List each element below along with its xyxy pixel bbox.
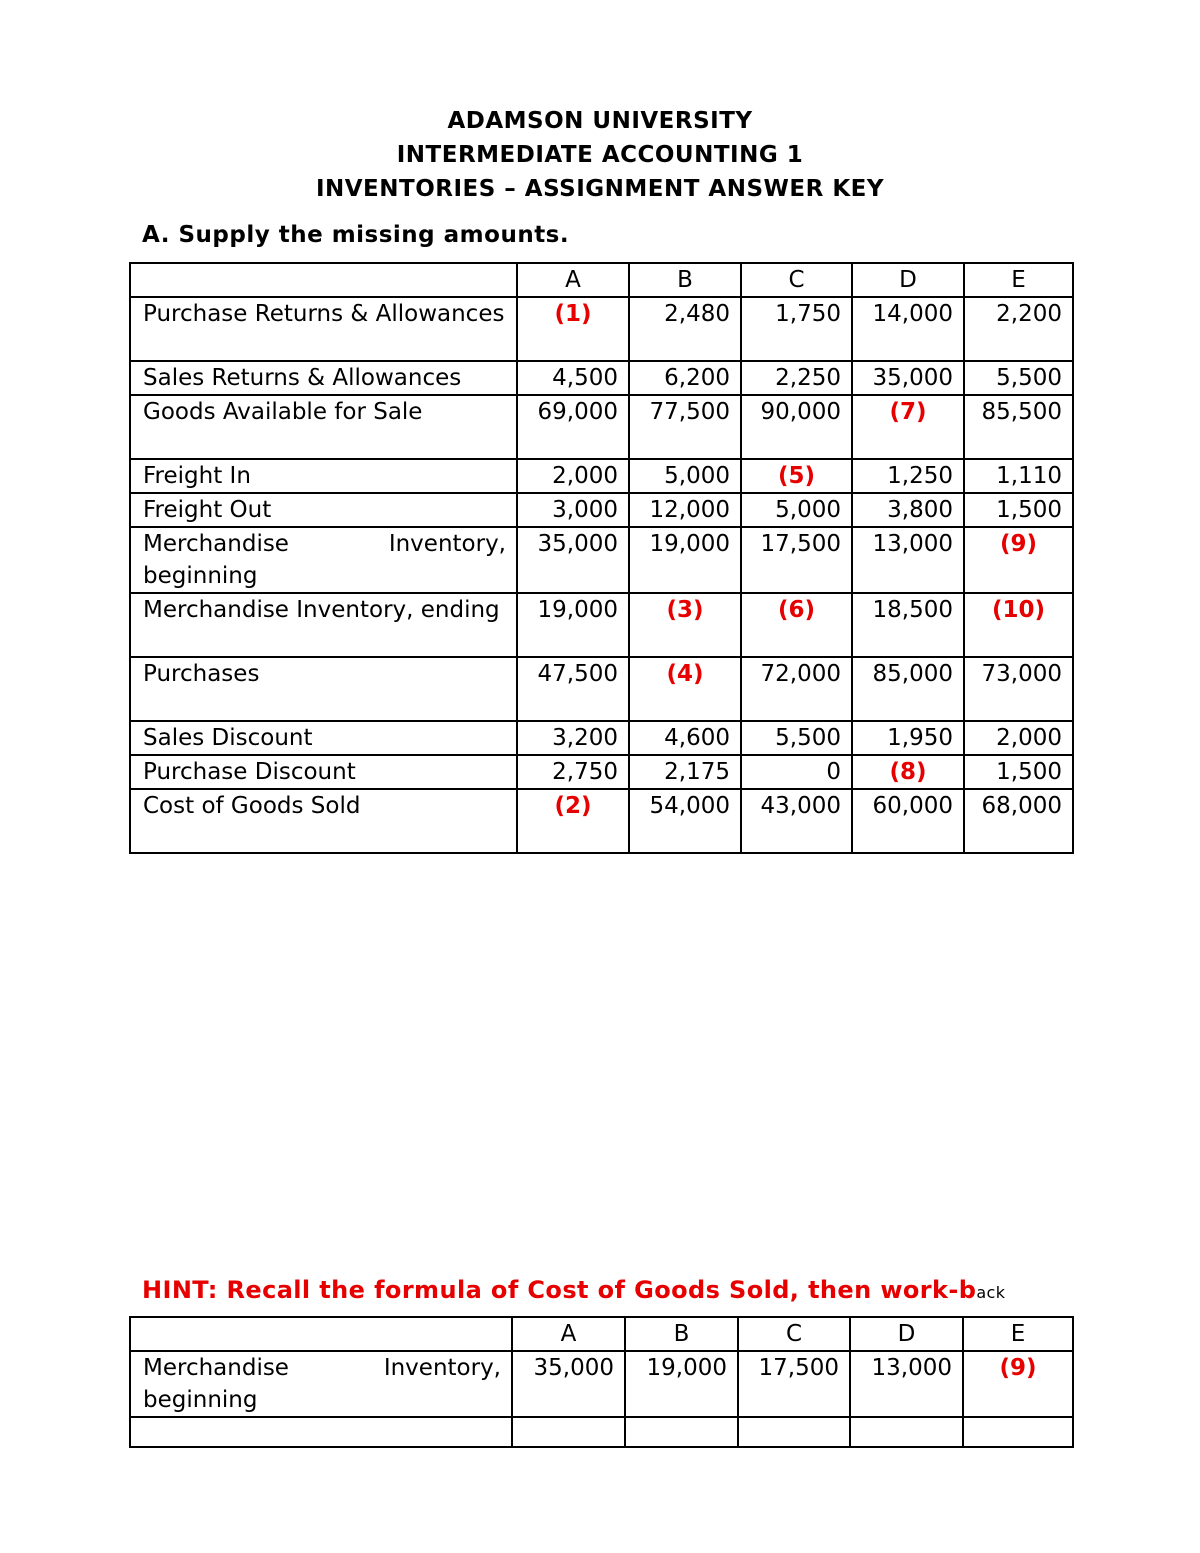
amount-cell: 68,000 [964, 789, 1073, 853]
amount-cell: 2,000 [517, 459, 629, 493]
column-header-b: B [629, 263, 741, 297]
amount-cell: 35,000 [512, 1351, 625, 1417]
table-row [130, 527, 1073, 593]
amount-cell: 18,500 [852, 593, 964, 657]
answer-placeholder-cell: (9) [963, 1351, 1073, 1417]
amount-cell: 2,750 [517, 755, 629, 789]
amount-cell: 43,000 [741, 789, 852, 853]
row-label: Merchandise Inventory, beginning [130, 1351, 512, 1417]
course-title: INTERMEDIATE ACCOUNTING 1 [396, 142, 804, 168]
row-label: Sales Discount [130, 721, 517, 755]
table-row [130, 361, 1073, 395]
column-header-e: E [963, 1317, 1073, 1351]
amount-cell: 2,175 [629, 755, 741, 789]
amount-cell: 77,500 [629, 395, 741, 459]
row-label: Goods Available for Sale [130, 395, 517, 459]
table-row [130, 593, 1073, 657]
header-row [130, 1317, 1073, 1351]
amount-cell: 13,000 [850, 1351, 963, 1417]
answer-placeholder-cell: (6) [741, 593, 852, 657]
amount-cell: 14,000 [852, 297, 964, 361]
table-row [130, 493, 1073, 527]
blank-cell [512, 1417, 625, 1447]
answer-placeholder-cell: (8) [852, 755, 964, 789]
amount-cell: 6,200 [629, 361, 741, 395]
worksheet-table [129, 1316, 1074, 1448]
blank-cell [130, 1417, 512, 1447]
hint-tail: ack [976, 1283, 1006, 1302]
column-header-e: E [964, 263, 1073, 297]
blank-cell [850, 1417, 963, 1447]
row-label: Cost of Goods Sold [130, 789, 517, 853]
column-header-d: D [852, 263, 964, 297]
answer-placeholder-cell: (7) [852, 395, 964, 459]
header-row [130, 263, 1073, 297]
amount-cell: 85,000 [852, 657, 964, 721]
answer-placeholder-cell: (10) [964, 593, 1073, 657]
header-blank-cell [130, 1317, 512, 1351]
amount-cell: 17,500 [738, 1351, 850, 1417]
amount-cell: 19,000 [629, 527, 741, 593]
amount-cell: 0 [741, 755, 852, 789]
blank-cell [625, 1417, 738, 1447]
column-header-b: B [625, 1317, 738, 1351]
row-label: Sales Returns & Allowances [130, 361, 517, 395]
amount-cell: 85,500 [964, 395, 1073, 459]
row-label: Merchandise Inventory, beginning [130, 527, 517, 593]
table-row [130, 721, 1073, 755]
amount-cell: 1,250 [852, 459, 964, 493]
table-row [130, 459, 1073, 493]
amount-cell: 60,000 [852, 789, 964, 853]
answer-placeholder-cell: (5) [741, 459, 852, 493]
amount-cell: 5,500 [741, 721, 852, 755]
amount-cell: 54,000 [629, 789, 741, 853]
answer-placeholder-cell: (3) [629, 593, 741, 657]
column-header-c: C [741, 263, 852, 297]
answer-placeholder-cell: (1) [517, 297, 629, 361]
amount-cell: 73,000 [964, 657, 1073, 721]
header-blank-cell [130, 263, 517, 297]
answer-placeholder-cell: (4) [629, 657, 741, 721]
answer-placeholder-cell: (9) [964, 527, 1073, 593]
amount-cell: 3,800 [852, 493, 964, 527]
assignment-title: INVENTORIES – ASSIGNMENT ANSWER KEY [315, 176, 885, 202]
amount-cell: 35,000 [852, 361, 964, 395]
table-row [130, 755, 1073, 789]
amount-cell: 2,000 [964, 721, 1073, 755]
amount-cell: 4,500 [517, 361, 629, 395]
amount-cell: 19,000 [625, 1351, 738, 1417]
answer-placeholder-cell: (2) [517, 789, 629, 853]
amount-cell: 2,480 [629, 297, 741, 361]
amount-cell: 5,000 [629, 459, 741, 493]
amount-cell: 2,250 [741, 361, 852, 395]
blank-cell [738, 1417, 850, 1447]
amount-cell: 19,000 [517, 593, 629, 657]
missing-amounts-table [129, 262, 1074, 854]
university-title: ADAMSON UNIVERSITY [447, 108, 753, 134]
amount-cell: 69,000 [517, 395, 629, 459]
table-row [130, 789, 1073, 853]
amount-cell: 1,500 [964, 755, 1073, 789]
amount-cell: 2,200 [964, 297, 1073, 361]
amount-cell: 4,600 [629, 721, 741, 755]
amount-cell: 5,500 [964, 361, 1073, 395]
amount-cell: 90,000 [741, 395, 852, 459]
amount-cell: 47,500 [517, 657, 629, 721]
amount-cell: 1,500 [964, 493, 1073, 527]
table-row [130, 297, 1073, 361]
amount-cell: 35,000 [517, 527, 629, 593]
section-a-heading: A. Supply the missing amounts. [142, 222, 570, 248]
table-row [130, 657, 1073, 721]
amount-cell: 1,950 [852, 721, 964, 755]
amount-cell: 1,750 [741, 297, 852, 361]
row-label: Purchase Discount [130, 755, 517, 789]
blank-cell [963, 1417, 1073, 1447]
table-row [130, 395, 1073, 459]
amount-cell: 13,000 [852, 527, 964, 593]
row-label: Freight In [130, 459, 517, 493]
blank-row [130, 1417, 1073, 1447]
column-header-a: A [512, 1317, 625, 1351]
amount-cell: 5,000 [741, 493, 852, 527]
table-row [130, 1351, 1073, 1417]
amount-cell: 3,200 [517, 721, 629, 755]
amount-cell: 17,500 [741, 527, 852, 593]
amount-cell: 72,000 [741, 657, 852, 721]
hint-main: HINT: Recall the formula of Cost of Goods Sold, then work-b [142, 1276, 977, 1304]
row-label: Purchase Returns & Allowances [130, 297, 517, 361]
row-label: Freight Out [130, 493, 517, 527]
column-header-a: A [517, 263, 629, 297]
amount-cell: 3,000 [517, 493, 629, 527]
row-label: Merchandise Inventory, ending [130, 593, 517, 657]
amount-cell: 1,110 [964, 459, 1073, 493]
hint-text [142, 1276, 1005, 1304]
column-header-c: C [738, 1317, 850, 1351]
column-header-d: D [850, 1317, 963, 1351]
amount-cell: 12,000 [629, 493, 741, 527]
row-label: Purchases [130, 657, 517, 721]
